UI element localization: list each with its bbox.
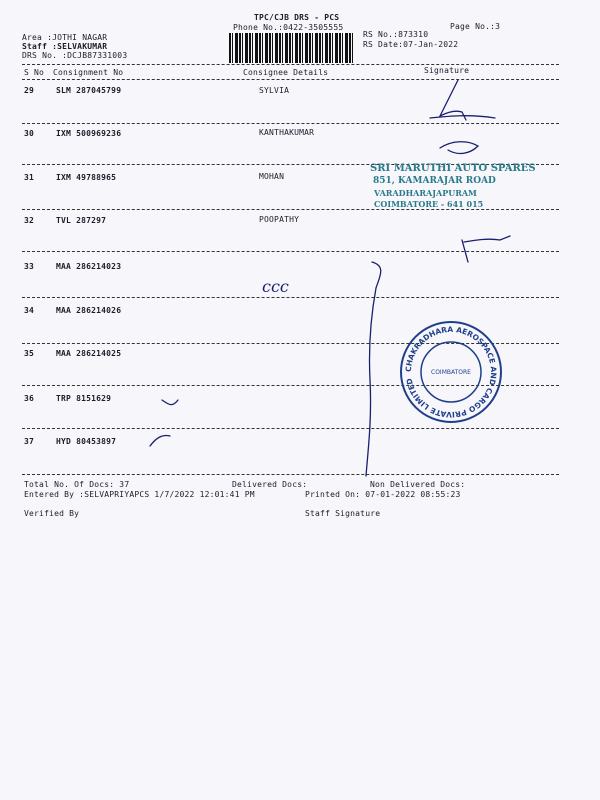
row-divider: [22, 251, 559, 252]
staff-signature-label: Staff Signature: [305, 509, 381, 518]
phone-number: Phone No.:0422-3505555: [233, 23, 344, 32]
stamp-rect-line2: 851, KAMARAJAR ROAD: [373, 176, 496, 186]
col-header-sno: S No: [24, 68, 45, 77]
entered-by: Entered By :SELVAPRIYAPCS 1/7/2022 12:01:41 PM: [24, 490, 255, 499]
row-divider: [22, 428, 559, 429]
delivered-docs: Delivered Docs:: [232, 480, 308, 489]
col-header-consignee: Consignee Details: [243, 68, 329, 77]
row-sno: 34: [24, 306, 35, 315]
divider: [22, 79, 559, 80]
drs-number: DRS No. :DCJB87331003: [22, 51, 128, 60]
divider: [22, 64, 559, 65]
col-header-consignment: Consignment No: [53, 68, 124, 77]
row-divider: [22, 297, 559, 298]
signature-mark: [150, 435, 170, 446]
row-consignment: MAA 286214023: [56, 262, 122, 271]
signature-mark: [162, 400, 178, 405]
stamp-rect-line3: VARADHARAJAPURAM: [374, 188, 477, 198]
row-consignment: MAA 286214025: [56, 349, 122, 358]
staff-label: Staff :SELVAKUMAR: [22, 42, 108, 51]
non-delivered-docs: Non Delivered Docs:: [370, 480, 466, 489]
row-divider: [22, 209, 559, 210]
col-header-signature: Signature: [424, 66, 470, 75]
handwritten-annotation: ccc: [262, 277, 289, 296]
signature-mark: [440, 80, 466, 120]
stamp-rect-line4: COIMBATORE - 641 015: [374, 199, 484, 209]
verified-by: Verified By: [24, 509, 80, 518]
row-sno: 36: [24, 394, 35, 403]
printed-on: Printed On: 07-01-2022 08:55:23: [305, 490, 461, 499]
signature-mark: [440, 142, 478, 154]
area-label: Area :JOTHI NAGAR: [22, 33, 108, 42]
row-consignee: MOHAN: [259, 172, 285, 181]
page-number: Page No.:3: [450, 22, 501, 31]
stamp-rect-line1: SRI MARUTHI AUTO SPARES: [370, 163, 536, 174]
row-consignment: SLM 287045799: [56, 86, 122, 95]
row-consignment: IXM 500969236: [56, 129, 122, 138]
row-sno: 35: [24, 349, 35, 358]
seal-ring-text: CHAKRADHARA AEROSPACE AND CARGO PRIVATE LIMITED: [403, 324, 499, 420]
row-sno: 30: [24, 129, 35, 138]
row-sno: 29: [24, 86, 35, 95]
row-sno: 32: [24, 216, 35, 225]
row-consignment: MAA 286214026: [56, 306, 122, 315]
signature-mark: [462, 236, 510, 262]
row-consignment: HYD 80453897: [56, 437, 117, 446]
row-sno: 31: [24, 173, 35, 182]
row-consignment: IXM 49788965: [56, 173, 117, 182]
row-sno: 33: [24, 262, 35, 271]
row-consignee: KANTHAKUMAR: [259, 128, 315, 137]
total-docs: Total No. Of Docs: 37: [24, 480, 130, 489]
row-consignment: TVL 287297: [56, 216, 107, 225]
company-seal: [396, 317, 506, 427]
signature-mark: [430, 116, 495, 118]
barcode: [229, 33, 354, 63]
row-sno: 37: [24, 437, 35, 446]
row-consignee: POOPATHY: [259, 215, 300, 224]
signature-long-stroke: [366, 262, 381, 476]
row-divider: [22, 474, 559, 475]
document-title: TPC/CJB DRS - PCS: [254, 13, 340, 22]
row-consignee: SYLVIA: [259, 86, 290, 95]
row-consignment: TRP 8151629: [56, 394, 112, 403]
row-divider: [22, 123, 559, 124]
rs-number: RS No.:873310: [363, 30, 429, 39]
rs-date: RS Date:07-Jan-2022: [363, 40, 459, 49]
seal-center-text: COIMBATORE: [431, 369, 471, 376]
